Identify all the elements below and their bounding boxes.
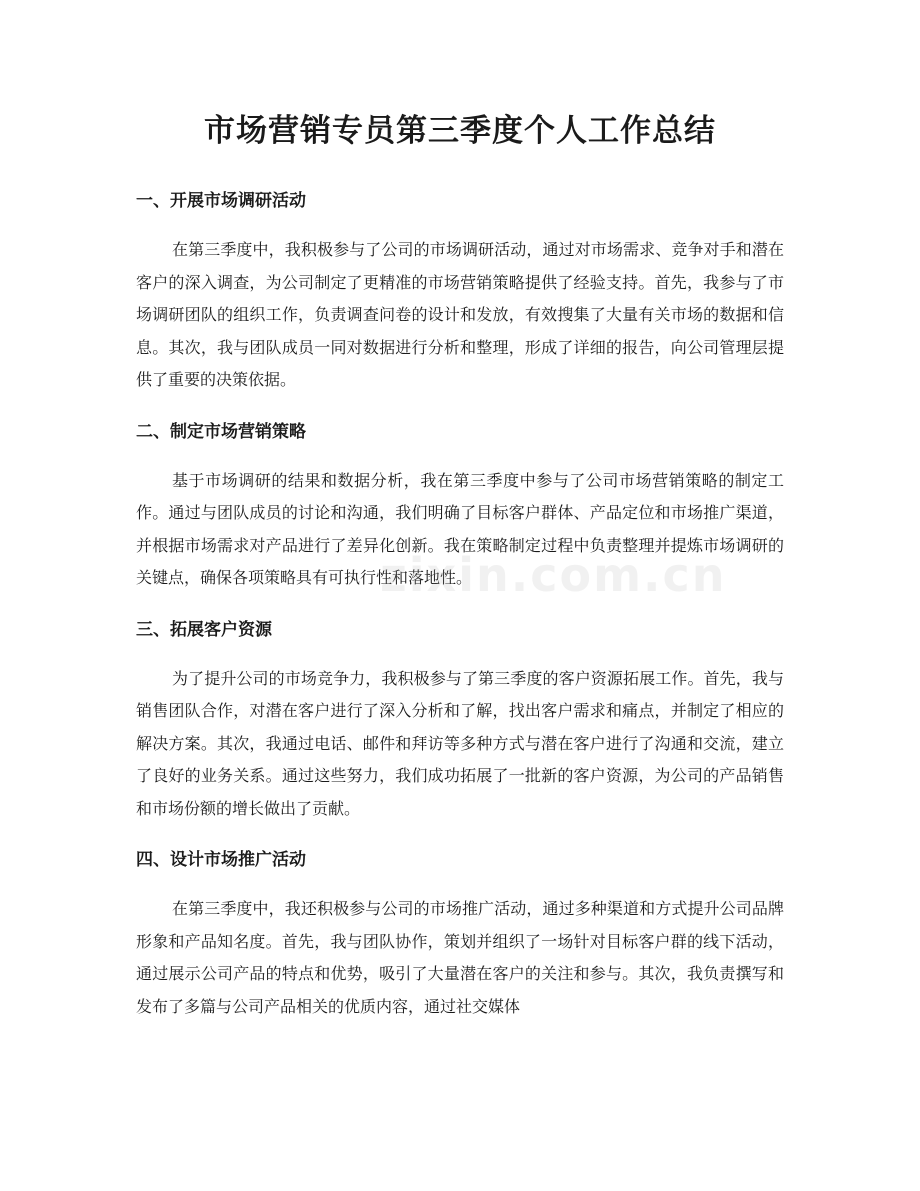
section-paragraph: 为了提升公司的市场竞争力，我积极参与了第三季度的客户资源拓展工作。首先，我与销售团队合作，对潜在客户进行了深入分析和了解，找出客户需求和痛点，并制定了相应的解决方案。其次，我通过电话、邮件和拜访等多种方式与潜在客户进行了沟通和交流，建立了良好的业务关系。通过这些努力，我们成功拓展了一批新的客户资源，为公司的产品销售和市场份额的增长做出了贡献。 xyxy=(136,668,784,818)
page-title: 市场营销专员第三季度个人工作总结 xyxy=(204,113,716,149)
document-content xyxy=(136,186,784,1043)
section-heading: 四、设计市场推广活动 xyxy=(136,850,306,870)
section-paragraph: 基于市场调研的结果和数据分析，我在第三季度中参与了公司市场营销策略的制定工作。通过与团队成员的讨论和沟通，我们明确了目标客户群体、产品定位和市场推广渠道，并根据市场需求对产品进行了差异化创新。我在策略制定过程中负责整理并提炼市场调研的关键点，确保各项策略具有可执行性和落地性。 xyxy=(136,470,784,587)
section-market-research xyxy=(136,186,784,397)
section-heading: 三、拓展客户资源 xyxy=(136,619,272,640)
section-paragraph: 在第三季度中，我还积极参与公司的市场推广活动，通过多种渠道和方式提升公司品牌形象和产品知名度。首先，我与团队协作，策划并组织了一场针对目标客户群的线下活动，通过展示公司产品的特点和优势，吸引了大量潜在客户的关注和参与。其次，我负责撰写和发布了多篇与公司产品相关的优质内容，通过社交媒体 xyxy=(136,899,784,1016)
section-marketing-strategy xyxy=(136,417,784,595)
section-promotion-activities xyxy=(136,845,784,1023)
section-customer-resources xyxy=(136,615,784,826)
watermark: zixin.com.cn xyxy=(380,548,727,602)
section-heading: 一、开展市场调研活动 xyxy=(136,191,306,211)
section-paragraph: 在第三季度中，我积极参与了公司的市场调研活动，通过对市场需求、竞争对手和潜在客户的深入调查，为公司制定了更精准的市场营销策略提供了经验支持。首先，我参与了市场调研团队的组织工作，负责调查问卷的设计和发放，有效搜集了大量有关市场的数据和信息。其次，我与团队成员一同对数据进行分析和整理，形成了详细的报告，向公司管理层提供了重要的决策依据。 xyxy=(136,240,784,389)
section-heading: 二、制定市场营销策略 xyxy=(136,421,306,442)
